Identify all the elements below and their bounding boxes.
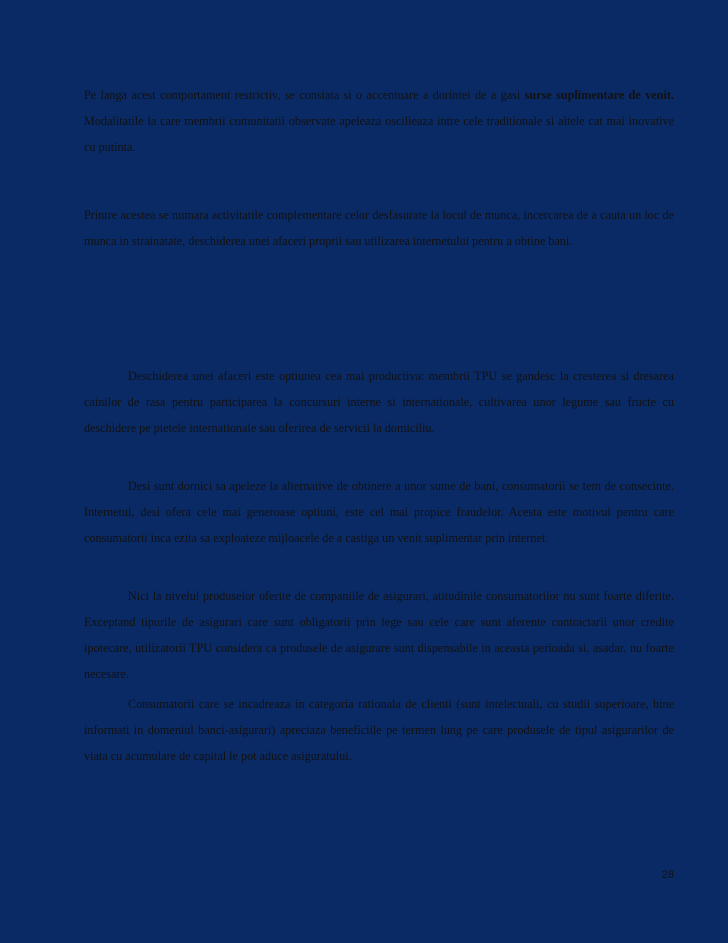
paragraph-1-bold-phrase: surse suplimentare de venit.	[524, 88, 674, 102]
paragraph-1-text-start: Pe langa acest comportament restrictiv, se constata si o accentuare a dorintei de a gasi	[84, 88, 525, 102]
paragraph-4: Desi sunt dornici sa apeleze la alternative de obtinere a unor sume de bani, consumatorii se tem de consecinte. Internetul, desi ofera cele mai generoase optiuni, este cel mai propice fraudelor. Acesta este motivul pentru care consumatorii inca ezita sa exploateze mijloacele de a castiga un venit suplimentar prin internet.	[84, 479, 674, 545]
paragraph-5: Nici la nivelul produselor oferite de companiile de asigurari, atitudinile consumatorilor nu sunt foarte diferite. Exceptand tipurile de asigurari care sunt obligatorii prin lege sau cele care sunt aferente contractarii unor credite ipotecare, utilizatorii TPU considera ca produsele de asigurare sunt dispensabile in aceasta perioada si, asadar, nu foarte necesare.	[84, 589, 674, 681]
page-number: 28	[661, 869, 674, 881]
paragraph-2: Printre acestea se numara activitatile complementare celor desfasurate la locul de munca, incercarea de a cauta un loc de munca in strainatate, deschiderea unei afaceri proprii sau utilizarea internetului pentru a obtine bani.	[84, 208, 674, 248]
paragraph-3: Deschiderea unei afaceri este optiunea cea mai productiva: membrii TPU se gandesc la cresterea si dresarea cainilor de rasa pentru participarea la concursuri interne si internationale, cultivarea unor legume sau fructe cu deschidere pe pietele internationale sau oferirea de servicii la domiciliu.	[84, 369, 674, 435]
paragraph-6: Consumatorii care se incadreaza in categoria rationala de clienti (sunt intelectuali, cu studii superioare, bine informati in domeniul banci-asigurari) apreciaza beneficiile pe termen lung pe care produsele de tipul asigurarilor de viata cu acumulare de capital le pot aduce asiguratului.	[84, 697, 674, 763]
paragraph-1	[84, 82, 674, 160]
paragraph-1-text-end: Modalitatile la care membrii comunitatii observate apeleaza oscilieaza intre cele traditionale si altele cat mai inovative cu putinta.	[84, 114, 674, 154]
